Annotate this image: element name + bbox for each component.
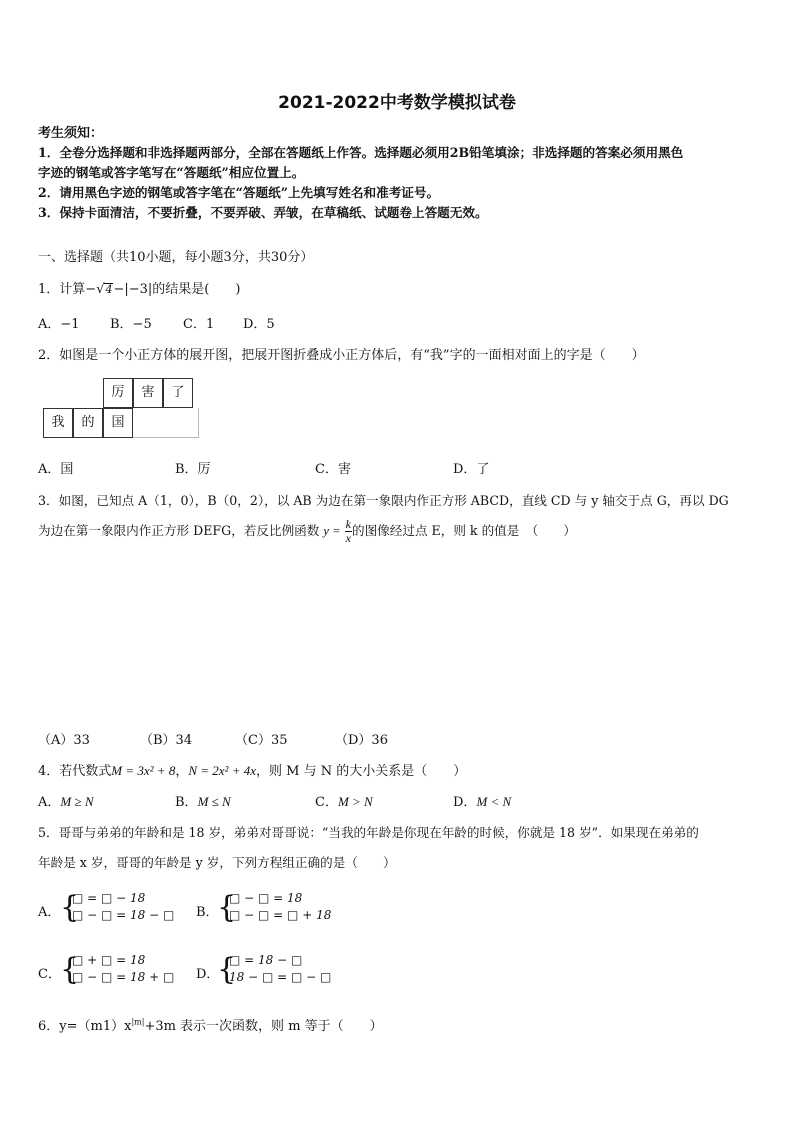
net-cell-bottom-3: 国 [103, 408, 133, 438]
page-title: 2021-2022中考数学模拟试卷 [278, 93, 516, 113]
q4-suffix: ，则 M 与 N 的大小关系是（ ） [256, 764, 467, 779]
q4-comma: ， [175, 764, 189, 779]
q5-a-eq2: □ − □ = 18 − □ [72, 908, 175, 922]
net-cell-bottom-1: 我 [43, 408, 73, 438]
q1-neg: − [85, 282, 97, 297]
q6-start: 6．y=（m1）x [38, 1019, 132, 1034]
q3-frac-den: x [345, 531, 351, 545]
q3-fraction [345, 518, 352, 545]
q3-line2-start: 为边在第一象限内作正方形 DEFG，若反比例函数 [38, 523, 320, 538]
q3-frac-num: k [345, 517, 351, 531]
question-3-line-2 [38, 516, 576, 546]
brace-icon: { [60, 890, 80, 925]
q2-option-d: D．了 [453, 462, 490, 477]
q3-line2-end: 的图像经过点 E，则 k 的值是 （ ） [351, 523, 577, 538]
q6-exponent: |m| [131, 1017, 145, 1027]
q4-option-d-label: D． [453, 795, 477, 810]
q4-expr-m: M = 3x² + 8 [111, 763, 176, 778]
q3-option-b: （B）34 [140, 733, 193, 748]
notice-line-3: 3．保持卡面清洁，不要折叠，不要弄破、弄皱，在草稿纸、试题卷上答题无效。 [38, 205, 488, 220]
q4-option-d [453, 791, 511, 810]
q4-option-c-label: C． [315, 795, 338, 810]
q5-option-b-label: B． [196, 905, 219, 920]
question-4-stem [38, 760, 466, 779]
q4-option-a [38, 791, 94, 810]
q3-option-d: （D）36 [335, 733, 388, 748]
q1-prefix: 1．计算 [38, 282, 86, 297]
section-heading: 一、选择题（共10小题，每小题3分，共30分） [38, 250, 314, 265]
q4-prefix: 4．若代数式 [38, 764, 112, 779]
notice-heading: 考生须知： [38, 126, 104, 141]
q5-b-eq2: □ − □ = □ + 18 [229, 908, 332, 922]
question-2-stem: 2．如图是一个小正方体的展开图，把展开图折叠成小正方体后，有“我”字的一面相对面上的字是（ ） [38, 348, 645, 363]
question-6-stem [38, 1015, 383, 1034]
q4-option-d-expr: M < N [476, 794, 512, 809]
net-cell-top-1: 厉 [103, 378, 133, 408]
q2-option-a: A．国 [38, 462, 74, 477]
q4-option-b-expr: M ≤ N [197, 794, 231, 809]
brace-icon: { [60, 952, 80, 987]
net-cell-top-2: 害 [133, 378, 163, 408]
question-5-line-1: 5．哥哥与弟弟的年龄和是 18 岁，弟弟对哥哥说：“当我的年龄是你现在年龄的时候，你就是 18 岁”．如果现在弟弟的 [38, 825, 699, 840]
brace-icon: { [217, 952, 237, 987]
q5-c-eq2: □ − □ = 18 + □ [72, 970, 175, 984]
q5-b-eq1: □ − □ = 18 [229, 891, 303, 905]
q5-option-a-label: A． [38, 905, 61, 920]
net-cell-top-3: 了 [163, 378, 193, 408]
q4-option-c [315, 791, 373, 810]
q5-option-c-label: C． [38, 967, 61, 982]
net-blank-area [133, 408, 199, 438]
question-1-stem: 1．计算−√4−|−3|的结果是( ) [38, 282, 241, 297]
q5-c-eq1: □ + □ = 18 [72, 953, 146, 967]
q3-func-lhs: y = [323, 524, 341, 538]
q6-end: +3m 表示一次函数，则 m 等于（ ） [144, 1019, 383, 1034]
q3-option-a: （A）33 [38, 733, 90, 748]
q1-option-d: D．5 [243, 317, 275, 332]
notice-line-1a: 1．全卷分选择题和非选择题两部分，全部在答题纸上作答。选择题必须用2B铅笔填涂；非选择题的答案必须用黑色 [38, 145, 684, 160]
q4-option-c-expr: M > N [337, 794, 373, 809]
notice-line-1b: 字迹的钢笔或答字笔写在“答题纸”相应位置上。 [38, 165, 305, 180]
q5-a-eq1: □ = □ − 18 [72, 891, 146, 905]
brace-icon: { [217, 890, 237, 925]
q4-expr-n: N = 2x² + 4x [188, 763, 256, 778]
q5-d-eq2: 18 − □ = □ − □ [229, 970, 332, 984]
q2-option-c: C．害 [315, 462, 351, 477]
net-cell-bottom-2: 的 [73, 408, 103, 438]
q4-option-b-label: B． [175, 795, 198, 810]
q4-option-a-expr: M ≥ N [60, 794, 94, 809]
q1-option-c: C．1 [183, 317, 215, 332]
q1-radicand: 4 [105, 283, 113, 296]
q4-option-b [175, 791, 231, 810]
question-5-line-2: 年龄是 x 岁，哥哥的年龄是 y 岁，下列方程组正确的是（ ） [38, 855, 396, 870]
q3-option-c: （C）35 [235, 733, 288, 748]
q5-d-eq1: □ = 18 − □ [229, 953, 303, 967]
q2-option-b: B．厉 [175, 462, 211, 477]
q1-option-b: B．−5 [110, 317, 152, 332]
q4-option-a-label: A． [38, 795, 61, 810]
notice-line-2: 2．请用黑色字迹的钢笔或答字笔在“答题纸”上先填写姓名和准考证号。 [38, 185, 440, 200]
q5-option-d-label: D． [196, 967, 220, 982]
question-3-line-1: 3．如图，已知点 A（1，0），B（0，2），以 AB 为边在第一象限内作正方形 ABCD，直线 CD 与 y 轴交于点 G，再以 DG [38, 493, 729, 508]
q1-rest: −|−3|的结果是( ) [113, 282, 241, 297]
q1-option-a: A．−1 [38, 317, 80, 332]
